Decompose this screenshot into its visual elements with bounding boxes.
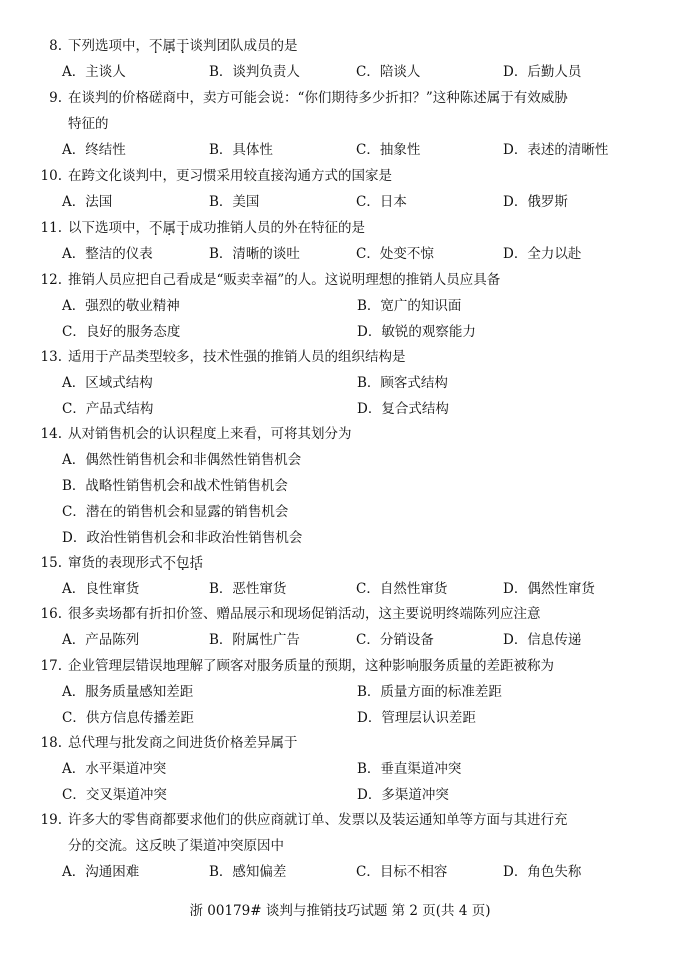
- option-a: A．沟通困难: [62, 864, 140, 880]
- question-stem: [30, 421, 645, 447]
- option-b: B．谈判负责人: [209, 64, 300, 80]
- question-number: 8.: [49, 38, 62, 54]
- option-c: C．目标不相容: [356, 864, 448, 880]
- option-a: A．偶然性销售机会和非偶然性销售机会: [62, 452, 302, 468]
- question-number: 11.: [40, 220, 62, 236]
- options-row: [62, 679, 645, 705]
- question-text-tail: 谈判团队成员的是: [189, 38, 298, 54]
- option-c: C．产品式结构: [62, 401, 154, 417]
- option-a: A．整洁的仪表: [62, 246, 153, 262]
- option-b: B．垂直渠道冲突: [357, 761, 462, 777]
- option-d: D．后勤人员: [503, 64, 582, 80]
- question-stem: [30, 163, 645, 189]
- option-d: D．俄罗斯: [503, 194, 568, 210]
- question-text: [68, 163, 392, 189]
- options-row: [62, 705, 645, 731]
- question-item: [30, 85, 645, 163]
- option-c: C．潜在的销售机会和显露的销售机会: [62, 504, 289, 520]
- question-number: 16.: [40, 606, 62, 622]
- question-item: [30, 653, 645, 731]
- options-row: [62, 241, 645, 267]
- question-number: 17.: [40, 658, 62, 674]
- question-text-lead: 推销人员应把自己看成是“贩卖幸福”的人。这说明理想的推销人员应具备: [68, 272, 501, 288]
- option-c: C．抽象性: [356, 142, 421, 158]
- options-row: [62, 525, 645, 551]
- question-item: [30, 267, 645, 345]
- question-stem: [30, 85, 645, 111]
- question-stem: [30, 215, 645, 241]
- option-c: C．良好的服务态度: [62, 324, 181, 340]
- question-stem: [30, 601, 645, 627]
- question-text: [68, 421, 352, 447]
- question-item: [30, 421, 645, 551]
- option-d: D．复合式结构: [357, 401, 449, 417]
- question-item: [30, 550, 645, 602]
- question-text: [68, 85, 568, 111]
- question-number: 18.: [40, 735, 62, 751]
- option-a: A．区域式结构: [62, 375, 153, 391]
- option-d: D．政治性销售机会和非政治性销售机会: [62, 530, 303, 546]
- question-text-lead: 很多卖场都有折扣价签、赠品展示和现场促销活动，这主要说明终端陈列应注意: [68, 606, 541, 622]
- options-row: [62, 396, 645, 422]
- emphasis-char: 括: [189, 555, 203, 571]
- question-text-tail: 成功推销人员的外在特征的是: [189, 220, 365, 236]
- question-text-continued: 分的交流。这反映了渠道冲突原因中: [68, 838, 284, 854]
- question-number: 13.: [40, 349, 62, 365]
- question-text-lead: 下列选项中，: [68, 38, 149, 54]
- question-number: 14.: [40, 426, 62, 442]
- option-d: D．敏锐的观察能力: [357, 324, 476, 340]
- option-c: C．日本: [356, 194, 407, 210]
- question-stem: [30, 33, 645, 59]
- question-item: [30, 730, 645, 808]
- emphasis-char: 不: [162, 555, 176, 571]
- option-b: B．具体性: [209, 142, 273, 158]
- option-b: B．清晰的谈吐: [209, 246, 300, 262]
- options-row: [62, 782, 645, 808]
- option-a: A．良性窜货: [62, 581, 140, 597]
- option-d: D．全力以赴: [503, 246, 582, 262]
- option-b: B．美国: [209, 194, 260, 210]
- question-text: [68, 601, 541, 627]
- emphasis-char: 属: [162, 220, 176, 236]
- question-text-lead: 适用于产品类型较多，技术性强的推销人员的组织结构是: [68, 349, 406, 365]
- question-number: 10.: [40, 168, 62, 184]
- emphasis-char: 于: [176, 38, 190, 54]
- options-row: [62, 293, 645, 319]
- option-d: D．管理层认识差距: [357, 710, 476, 726]
- options-row: [62, 370, 645, 396]
- question-text-lead: 在谈判的价格磋商中，卖方可能会说：“你们期待多少折扣？”这种陈述属于有效威胁: [68, 90, 568, 106]
- option-a: A．主谈人: [62, 64, 126, 80]
- question-text-lead: 从对销售机会的认识程度上来看，可将其划分为: [68, 426, 352, 442]
- question-text-lead: 许多大的零售商都要求他们的供应商就订单、发票以及装运通知单等方面与其进行充: [68, 812, 568, 828]
- option-c: C．分销设备: [356, 632, 434, 648]
- question-text-lead: 企业管理层错误地理解了顾客对服务质量的预期，这种影响服务质量的差距被称为: [68, 658, 554, 674]
- emphasis-dotted: [163, 555, 204, 571]
- emphasis-char: 包: [176, 555, 190, 571]
- question-item: [30, 601, 645, 653]
- question-stem: [30, 344, 645, 370]
- question-text-lead: 在跨文化谈判中，更习惯采用较直接沟通方式的国家是: [68, 168, 392, 184]
- option-d: D．角色失称: [503, 864, 582, 880]
- option-a: A．水平渠道冲突: [62, 761, 167, 777]
- question-text-lead: 总代理与批发商之间进货价格差异属于: [68, 735, 298, 751]
- question-stem: [30, 730, 645, 756]
- option-b: B．感知偏差: [209, 864, 287, 880]
- options-row: [62, 473, 645, 499]
- emphasis-dotted: [149, 220, 190, 236]
- question-text: [68, 215, 365, 241]
- question-stem: [30, 653, 645, 679]
- question-text-continued: 特征的: [68, 116, 109, 132]
- option-d: D．表述的清晰性: [503, 142, 609, 158]
- question-stem: [30, 267, 645, 293]
- question-stem: [30, 807, 645, 833]
- options-row: [62, 447, 645, 473]
- options-row: [62, 59, 645, 85]
- question-text: [68, 344, 406, 370]
- question-text: [68, 267, 500, 293]
- question-text: [68, 550, 203, 576]
- option-b: B．附属性广告: [209, 632, 300, 648]
- question-text-lead: 以下选项中，: [68, 220, 149, 236]
- option-c: C．供方信息传播差距: [62, 710, 194, 726]
- option-c: C．交叉渠道冲突: [62, 787, 167, 803]
- option-d: D．信息传递: [503, 632, 582, 648]
- option-c: C．处变不惊: [356, 246, 434, 262]
- emphasis-dotted: [149, 38, 190, 54]
- emphasis-char: 不: [149, 38, 163, 54]
- option-b: B．质量方面的标准差距: [357, 684, 502, 700]
- option-a: A．法国: [62, 194, 113, 210]
- question-item: [30, 163, 645, 215]
- options-row: [62, 137, 645, 163]
- option-c: C．自然性窜货: [356, 581, 448, 597]
- options-row: [62, 859, 645, 885]
- option-a: A．终结性: [62, 142, 126, 158]
- question-number: 15.: [40, 555, 62, 571]
- question-item: [30, 344, 645, 422]
- option-a: A．强烈的敬业精神: [62, 298, 180, 314]
- options-row: [62, 189, 645, 215]
- options-row: [62, 319, 645, 345]
- option-c: C．陪谈人: [356, 64, 421, 80]
- question-item: [30, 215, 645, 267]
- question-item: [30, 807, 645, 885]
- question-stem: [30, 550, 645, 576]
- question-text: [68, 807, 568, 833]
- option-a: A．服务质量感知差距: [62, 684, 194, 700]
- option-a: A．产品陈列: [62, 632, 140, 648]
- options-row: [62, 756, 645, 782]
- emphasis-char: 于: [176, 220, 190, 236]
- option-b: B．战略性销售机会和战术性销售机会: [62, 478, 288, 494]
- options-row: [62, 627, 645, 653]
- option-d: D．多渠道冲突: [357, 787, 449, 803]
- question-number: 9.: [49, 90, 62, 106]
- options-row: [62, 499, 645, 525]
- question-text: [68, 33, 298, 59]
- emphasis-char: 不: [149, 220, 163, 236]
- option-d: D．偶然性窜货: [503, 581, 595, 597]
- question-text-lead: 窜货的表现形式: [68, 555, 163, 571]
- options-row: [62, 576, 645, 602]
- option-b: B．恶性窜货: [209, 581, 287, 597]
- question-number: 19.: [40, 812, 62, 828]
- question-text: [68, 730, 298, 756]
- page-footer: 浙 00179# 谈判与推销技巧试题 第 2 页(共 4 页): [189, 903, 491, 919]
- question-text: [68, 653, 554, 679]
- question-number: 12.: [40, 272, 62, 288]
- question-item: [30, 33, 645, 85]
- emphasis-char: 属: [162, 38, 176, 54]
- option-b: B．顾客式结构: [357, 375, 448, 391]
- option-b: B．宽广的知识面: [357, 298, 462, 314]
